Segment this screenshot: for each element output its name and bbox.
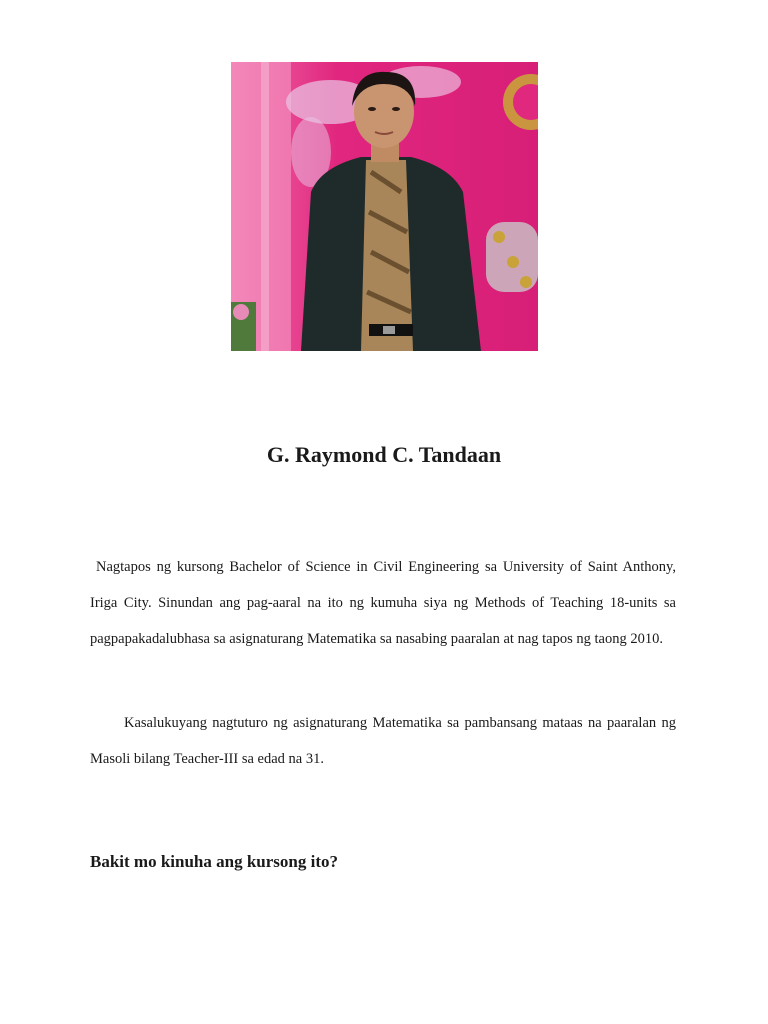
- profile-photo: [231, 62, 538, 351]
- question-heading: Bakit mo kinuha ang kursong ito?: [90, 852, 338, 871]
- portrait-photo-icon: [231, 62, 538, 351]
- biography-paragraph: Nagtapos ng kursong Bachelor of Science in Civil Engineering sa University of Saint Anthony, Iriga City. Sinundan ang pag-aaral na ito ng kumuha siya ng Methods of Teaching 18-units sa pagpapakadalubhasa sa asignaturang Matematika sa nasabing paaralan at nag tapos ng taong 2010.: [90, 559, 676, 647]
- current-position-paragraph: Kasalukuyang nagtuturo ng asignaturang Matematika sa pambansang mataas na paaralan ng Masoli bilang Teacher-III sa edad na 31.: [90, 715, 676, 767]
- person-name: G. Raymond C. Tandaan: [266, 442, 502, 467]
